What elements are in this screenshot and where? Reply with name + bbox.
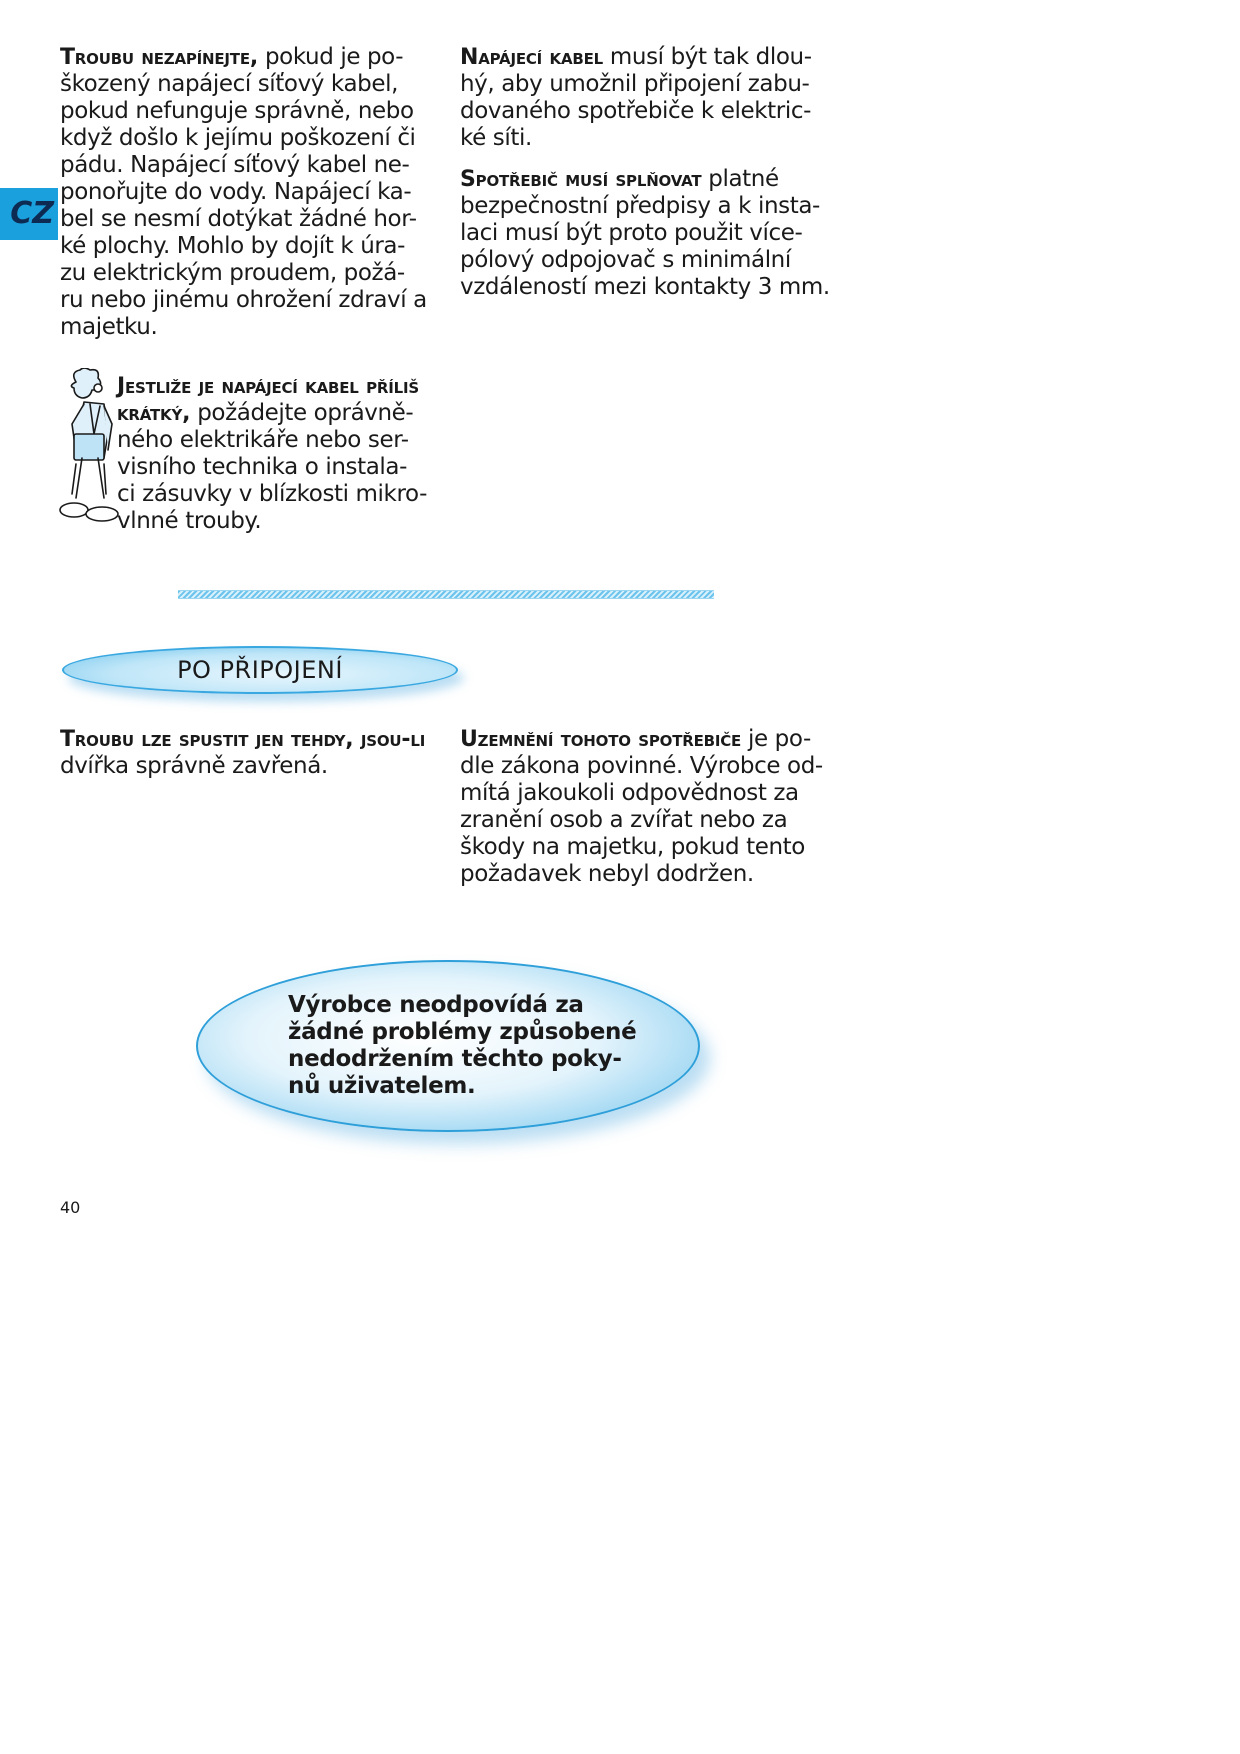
paragraph-line: bezpečnostní předpisy a k insta- — [460, 193, 820, 219]
paragraph-lead: krátký, — [117, 401, 191, 426]
disclaimer-text — [288, 992, 637, 1100]
paragraph-line: je po- — [741, 726, 811, 752]
paragraph-line: když došlo k jejímu poškození či — [60, 125, 416, 151]
paragraph-line: zranění osob a zvířat nebo za — [460, 807, 788, 833]
paragraph-power-cable — [460, 44, 850, 152]
paragraph-line: pokud je po- — [258, 44, 404, 70]
paragraph-line: požadavek nebyl dodržen. — [460, 861, 754, 887]
paragraph-lead: Jestliže je napájecí kabel příliš — [117, 374, 419, 399]
paragraph-line: pólový odpojovač s minimální — [460, 247, 791, 273]
paragraph-line: ci zásuvky v blízkosti mikro- — [117, 481, 428, 507]
paragraph-line: musí být tak dlou- — [603, 44, 812, 70]
paragraph-lead: Spotřebič musí splňovat — [460, 167, 702, 192]
section-header — [62, 646, 458, 694]
paragraph-line: ké síti. — [460, 125, 532, 151]
paragraph-line: ké plochy. Mohlo by dojít k úra- — [60, 233, 406, 259]
disclaimer-line: žádné problémy způsobené — [288, 1019, 637, 1045]
paragraph-line: ponořujte do vody. Napájecí ka- — [60, 179, 412, 205]
paragraph-short-cable — [117, 373, 437, 535]
page-number: 40 — [60, 1198, 81, 1217]
paragraph-lead: Napájecí kabel — [460, 45, 603, 70]
paragraph-line: mítá jakoukoli odpovědnost za — [460, 780, 799, 806]
paragraph-safety-regulations — [460, 166, 850, 301]
section-divider — [178, 590, 714, 599]
paragraph-line: dle zákona povinné. Výrobce od- — [460, 753, 823, 779]
paragraph-line: ru nebo jinému ohrožení zdraví a — [60, 287, 427, 313]
paragraph-line: visního technika o instala- — [117, 454, 408, 480]
paragraph-line: pádu. Napájecí síťový kabel ne- — [60, 152, 410, 178]
paragraph-line: požádejte oprávně- — [190, 400, 414, 426]
disclaimer-line: Výrobce neodpovídá za — [288, 992, 584, 1018]
paragraph-line: dovaného spotřebiče k elektric- — [460, 98, 811, 124]
disclaimer-line: nedodržením těchto poky- — [288, 1046, 622, 1072]
paragraph-line: hý, aby umožnil připojení zabu- — [460, 71, 810, 97]
paragraph-earthing — [460, 726, 850, 888]
paragraph-line: majetku. — [60, 314, 158, 340]
paragraph-line: laci musí být proto použit více- — [460, 220, 803, 246]
technician-mascot-icon — [54, 368, 122, 528]
disclaimer-line: nů uživatelem. — [288, 1073, 476, 1099]
paragraph-line: bel se nesmí dotýkat žádné hor- — [60, 206, 417, 232]
disclaimer-notice — [196, 960, 700, 1132]
paragraph-do-not-operate — [60, 44, 450, 341]
paragraph-lead: Troubu nezapínejte, — [60, 45, 259, 70]
paragraph-line: platné — [701, 166, 779, 192]
paragraph-line: škozený napájecí síťový kabel, — [60, 71, 398, 97]
paragraph-line: škody na majetku, pokud tento — [460, 834, 805, 860]
section-title: PO PŘIPOJENÍ — [177, 656, 343, 684]
paragraph-line: pokud nefunguje správně, nebo — [60, 98, 414, 124]
paragraph-lead: Uzemnění tohoto spotřebiče — [460, 727, 742, 752]
paragraph-line: zu elektrickým proudem, požá- — [60, 260, 405, 286]
paragraph-line: dvířka správně zavřená. — [60, 753, 328, 779]
language-tab: CZ — [0, 188, 58, 240]
paragraph-line: vlnné trouby. — [117, 508, 262, 534]
paragraph-line: vzdáleností mezi kontakty 3 mm. — [460, 274, 830, 300]
paragraph-line: ného elektrikáře nebo ser- — [117, 427, 409, 453]
paragraph-lead: Troubu lze spustit jen tehdy, jsou-li — [60, 727, 426, 752]
paragraph-door-closed — [60, 726, 450, 780]
